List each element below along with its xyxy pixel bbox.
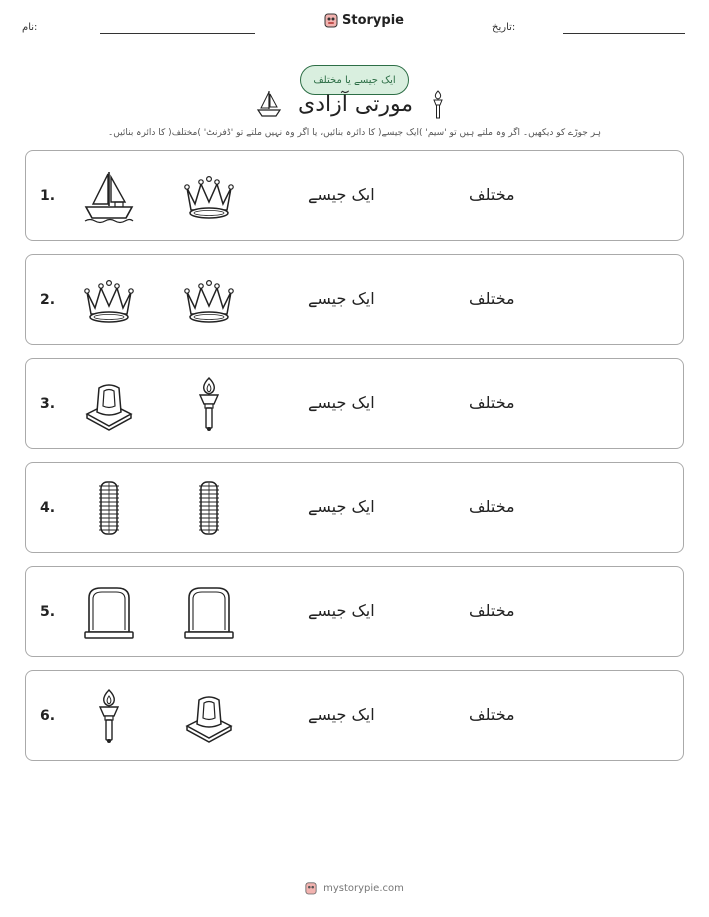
question-number: 6.: [40, 708, 56, 724]
question-number: 5.: [40, 604, 56, 620]
different-option[interactable]: مختلف: [469, 185, 515, 204]
tablet-icon: [81, 376, 137, 432]
brand-name: Storypie: [342, 12, 404, 28]
crown-icon: [81, 272, 137, 328]
arch-icon: [81, 584, 137, 640]
question-row: [25, 566, 684, 657]
question-row: [25, 670, 684, 761]
crown-icon: [181, 272, 237, 328]
same-option[interactable]: ایک جیسے: [308, 289, 375, 308]
boat-icon: [256, 89, 282, 119]
arch-icon: [181, 584, 237, 640]
name-label: نام:: [22, 22, 38, 33]
different-option[interactable]: مختلف: [469, 601, 515, 620]
instructions: ہر جوڑے کو دیکھیں۔ اگر وہ ملتے ہیں تو 'سیم' )ایک جیسے( کا دائرہ بنائیں، یا اگر وہ نہیں ملتے تو 'ڈفرنٹ' )مختلف( کا دائرہ بنائیں۔: [108, 128, 601, 138]
brand-logo: [324, 12, 404, 28]
worksheet-type-badge: ایک جیسے یا مختلف: [300, 65, 409, 95]
same-option[interactable]: ایک جیسے: [308, 601, 375, 620]
crown-icon: [181, 168, 237, 224]
date-line[interactable]: [563, 33, 685, 34]
footer: [0, 881, 709, 895]
same-option[interactable]: ایک جیسے: [308, 497, 375, 516]
mascot-icon: [305, 881, 317, 895]
question-number: 3.: [40, 396, 56, 412]
different-option[interactable]: مختلف: [469, 497, 515, 516]
same-option[interactable]: ایک جیسے: [308, 705, 375, 724]
torch-icon: [431, 90, 445, 120]
page-title: مورتی آزادی: [298, 92, 414, 117]
different-option[interactable]: مختلف: [469, 289, 515, 308]
question-row: [25, 254, 684, 345]
different-option[interactable]: مختلف: [469, 393, 515, 412]
same-option[interactable]: ایک جیسے: [308, 393, 375, 412]
question-row: [25, 462, 684, 553]
torch-icon: [181, 376, 237, 432]
same-option[interactable]: ایک جیسے: [308, 185, 375, 204]
question-number: 4.: [40, 500, 56, 516]
tablet-icon: [181, 688, 237, 744]
footer-site: mystorypie.com: [323, 882, 404, 894]
column-icon: [181, 480, 237, 536]
different-option[interactable]: مختلف: [469, 705, 515, 724]
mascot-icon: [324, 12, 338, 28]
question-number: 1.: [40, 188, 56, 204]
question-row: [25, 150, 684, 241]
question-row: [25, 358, 684, 449]
torch-icon: [81, 688, 137, 744]
date-label: تاریخ:: [492, 22, 516, 33]
name-line[interactable]: [100, 33, 255, 34]
question-number: 2.: [40, 292, 56, 308]
column-icon: [81, 480, 137, 536]
boat-icon: [81, 168, 137, 224]
